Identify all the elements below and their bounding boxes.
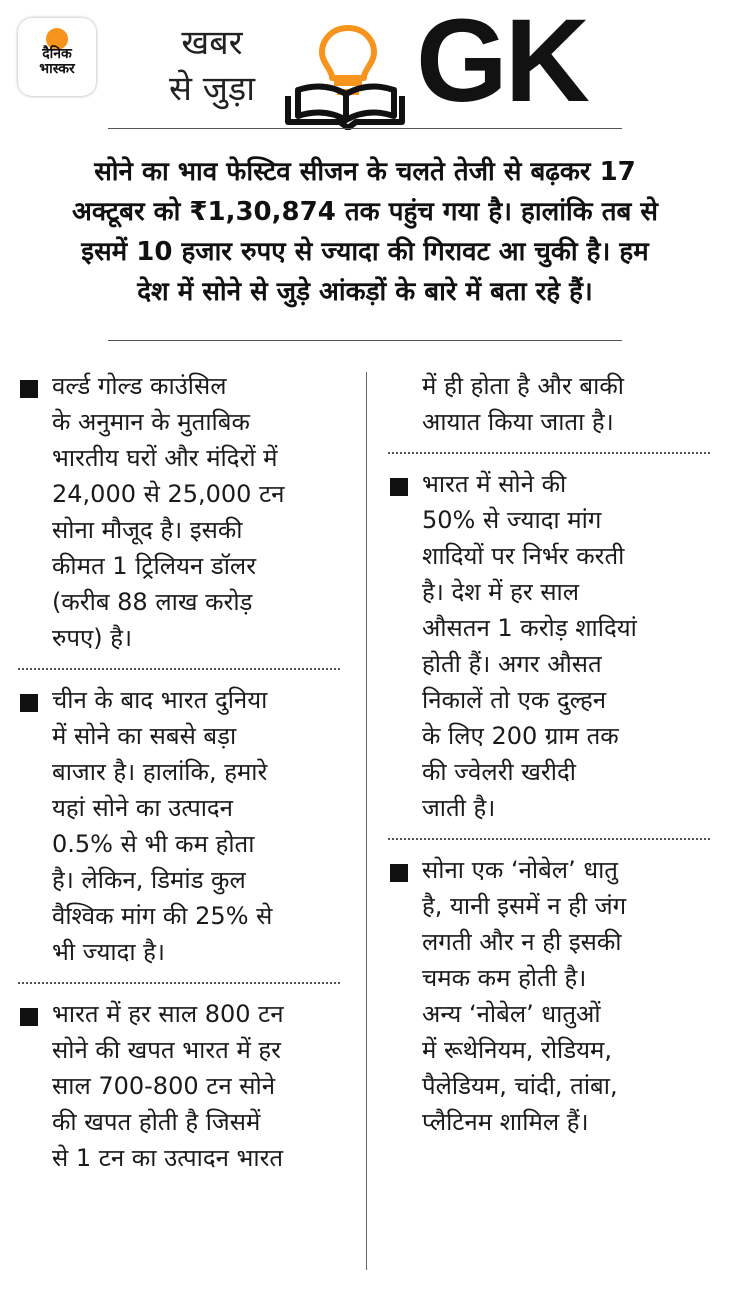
fact-line: के अनुमान के मुताबिक <box>52 408 250 436</box>
fact-line: सोने की खपत भारत में हर <box>52 1036 281 1064</box>
gk-title: GK <box>416 0 587 127</box>
fact-line: निकालें तो एक दुल्हन <box>422 686 607 714</box>
divider <box>108 128 622 129</box>
intro-paragraph <box>24 152 706 312</box>
fact-line: प्लैटिनम शामिल हैं। <box>422 1108 589 1136</box>
fact-line: में रूथेनियम, रोडियम, <box>422 1036 613 1064</box>
fact-line: चीन के बाद भारत दुनिया <box>52 686 268 714</box>
fact-line: से 1 टन का उत्पादन भारत <box>52 1144 284 1172</box>
fact-line: अन्य ‘नोबेल’ धातुओं <box>422 1000 601 1028</box>
fact-line: साल 700-800 टन सोने <box>52 1072 276 1100</box>
tagline-line2: से जुड़ा <box>168 69 255 109</box>
fact-line: चमक कम होती है। <box>422 964 587 992</box>
fact-line: है, यानी इसमें न ही जंग <box>422 892 627 920</box>
square-bullet-icon <box>20 1008 38 1026</box>
fact-line: शादियों पर निर्भर करती <box>422 542 625 570</box>
intro-line: इसमें 10 हजार रुपए से ज्यादा की गिरावट आ चुकी है। हम <box>81 237 649 267</box>
fact-line: भारत में सोने की <box>422 470 567 498</box>
fact-line: वैश्विक मांग की 25% से <box>52 902 273 930</box>
bulb-book-icon <box>282 20 406 130</box>
open-book-icon <box>288 87 402 128</box>
tagline-line1: खबर <box>181 23 243 63</box>
tagline <box>152 20 272 112</box>
dotted-separator <box>388 838 710 840</box>
left-column <box>18 368 348 1176</box>
fact-item <box>18 996 348 1176</box>
fact-line: सोना मौजूद है। इसकी <box>52 516 243 544</box>
dotted-separator <box>388 452 710 454</box>
fact-line: लगती और न ही इसकी <box>422 928 622 956</box>
square-bullet-icon <box>390 864 408 882</box>
brand-name-line2: भास्कर <box>39 61 75 77</box>
fact-item <box>388 466 712 826</box>
fact-line: की ज्वेलरी खरीदी <box>422 758 576 786</box>
fact-line: है। लेकिन, डिमांड कुल <box>52 866 246 894</box>
fact-line: की खपत होती है जिसमें <box>52 1108 261 1136</box>
fact-line: भी ज्यादा है। <box>52 938 166 966</box>
divider <box>108 340 622 341</box>
column-divider <box>366 372 367 1270</box>
fact-line: में ही होता है और बाकी <box>422 372 624 400</box>
fact-line: 24,000 से 25,000 टन <box>52 480 285 508</box>
fact-line: सोना एक ‘नोबेल’ धातु <box>422 856 618 884</box>
square-bullet-icon <box>20 380 38 398</box>
fact-line: के लिए 200 ग्राम तक <box>422 722 619 750</box>
fact-line: (करीब 88 लाख करोड़ <box>52 588 253 616</box>
fact-line: जाती है। <box>422 794 496 822</box>
fact-line: होती हैं। अगर औसत <box>422 650 602 678</box>
intro-line: देश में सोने से जुड़े आंकड़ों के बारे में बता रहे हैं। <box>137 277 593 307</box>
dotted-separator <box>18 982 340 984</box>
brand-name-line1: दैनिक <box>42 46 72 62</box>
fact-line: भारत में हर साल 800 टन <box>52 1000 284 1028</box>
fact-item <box>18 682 348 970</box>
fact-line: बाजार है। हालांकि, हमारे <box>52 758 268 786</box>
fact-line: पैलेडियम, चांदी, तांबा, <box>422 1072 618 1100</box>
fact-line: कीमत 1 ट्रिलियन डॉलर <box>52 552 257 580</box>
fact-item <box>18 368 348 656</box>
fact-line: वर्ल्ड गोल्ड काउंसिल <box>52 372 227 400</box>
fact-line: रुपए) है। <box>52 624 133 652</box>
brand-logo <box>18 18 96 96</box>
fact-line: 50% से ज्यादा मांग <box>422 506 602 534</box>
fact-line: औसतन 1 करोड़ शादियां <box>422 614 637 642</box>
square-bullet-icon <box>390 478 408 496</box>
fact-item <box>388 852 712 1140</box>
intro-line: सोने का भाव फेस्टिव सीजन के चलते तेजी से बढ़कर 17 <box>94 157 636 187</box>
fact-item-continued <box>388 368 712 440</box>
right-column <box>388 368 712 1140</box>
fact-line: आयात किया जाता है। <box>422 408 614 436</box>
fact-line: 0.5% से भी कम होता <box>52 830 255 858</box>
intro-line: अक्टूबर को ₹1,30,874 तक पहुंच गया है। हालांकि तब से <box>71 197 658 227</box>
fact-line: में सोने का सबसे बड़ा <box>52 722 237 750</box>
dotted-separator <box>18 668 340 670</box>
fact-line: है। देश में हर साल <box>422 578 580 606</box>
fact-line: भारतीय घरों और मंदिरों में <box>52 444 278 472</box>
fact-line: यहां सोने का उत्पादन <box>52 794 233 822</box>
square-bullet-icon <box>20 694 38 712</box>
